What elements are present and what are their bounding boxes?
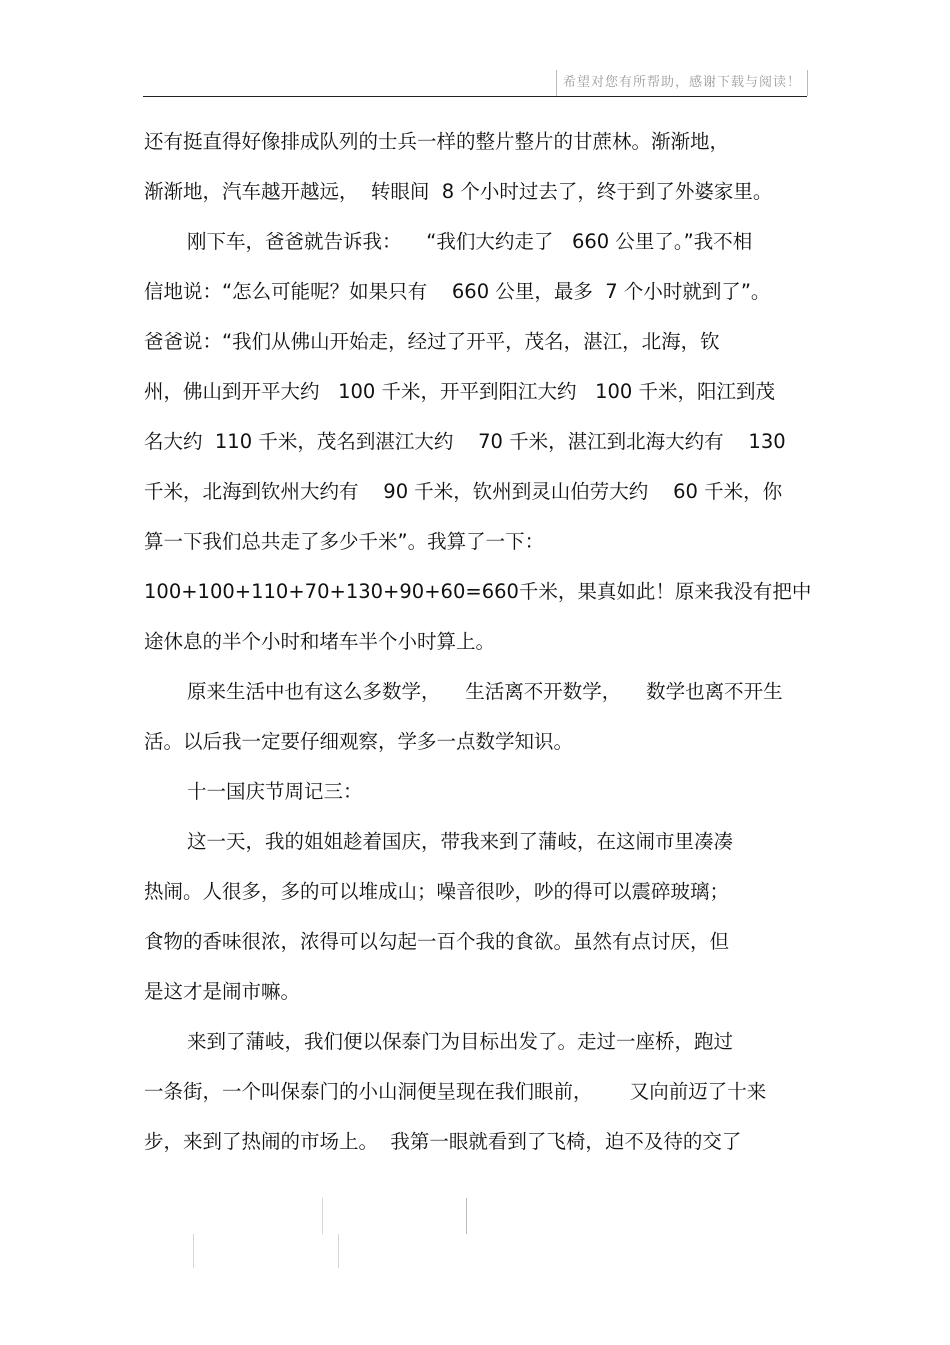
text-line: 爸爸说：“我们从佛山开始走，经过了开平，茂名，湛江，北海，钦 — [144, 330, 720, 353]
text-line: 名大约 110 千米，茂名到湛江大约 70 千米，湛江到北海大约有 130 — [144, 430, 786, 453]
text-line: 步，来到了热闹的市场上。 我第一眼就看到了飞椅，迫不及待的交了 — [144, 1130, 742, 1153]
text-line: 食物的香味很浓，浓得可以勾起一百个我的食欲。虽然有点讨厌，但 — [144, 930, 730, 953]
scan-mark — [338, 1234, 339, 1268]
text-line: 原来生活中也有这么多数学， 生活离不开数学， 数学也离不开生 — [187, 680, 783, 703]
text-line: 来到了蒲岐，我们便以保泰门为目标出发了。走过一座桥，跑过 — [187, 1030, 734, 1053]
text-line: 信地说：“怎么可能呢？如果只有 660 公里，最多 7 个小时就到了”。 — [144, 280, 771, 303]
text-line: 活。以后我一定要仔细观察，学多一点数学知识。 — [144, 730, 574, 753]
scan-mark — [466, 1198, 467, 1234]
text-line: 州，佛山到开平大约 100 千米，开平到阳江大约 100 千米，阳江到茂 — [144, 380, 776, 403]
text-line: 千米，北海到钦州大约有 90 千米，钦州到灵山伯劳大约 60 千米，你 — [144, 480, 783, 503]
text-line: 算一下我们总共走了多少千米”。我算了一下： — [144, 530, 545, 553]
text-line: 刚下车，爸爸就告诉我： “我们大约走了 660 公里了。”我不相 — [187, 230, 753, 253]
text-line: 100+100+110+70+130+90+60=660千米，果真如此！原来我没有把中 — [144, 580, 812, 603]
text-line: 途休息的半个小时和堵车半个小时算上。 — [144, 630, 496, 653]
text-line: 这一天，我的姐姐趁着国庆，带我来到了蒲岐，在这闹市里凑凑 — [187, 830, 734, 853]
header-rule — [143, 96, 807, 97]
text-line: 热闹。人很多，多的可以堆成山；噪音很吵，吵的得可以震碎玻璃； — [144, 880, 730, 903]
section-heading: 十一国庆节周记三： — [187, 780, 363, 803]
text-line: 一条街，一个叫保泰门的小山洞便呈现在我们眼前， 又向前迈了十来 — [144, 1080, 767, 1103]
scan-mark — [193, 1234, 194, 1268]
header-note: 希望对您有所帮助，感谢下载与阅读！ — [556, 70, 808, 96]
text-line: 是这才是闹市嘛。 — [144, 980, 301, 1003]
scan-mark — [322, 1198, 323, 1234]
text-line: 渐渐地，汽车越开越远， 转眼间 8 个小时过去了，终于到了外婆家里。 — [144, 180, 773, 203]
text-line: 还有挺直得好像排成队列的士兵一样的整片整片的甘蔗林。渐渐地， — [144, 130, 730, 153]
